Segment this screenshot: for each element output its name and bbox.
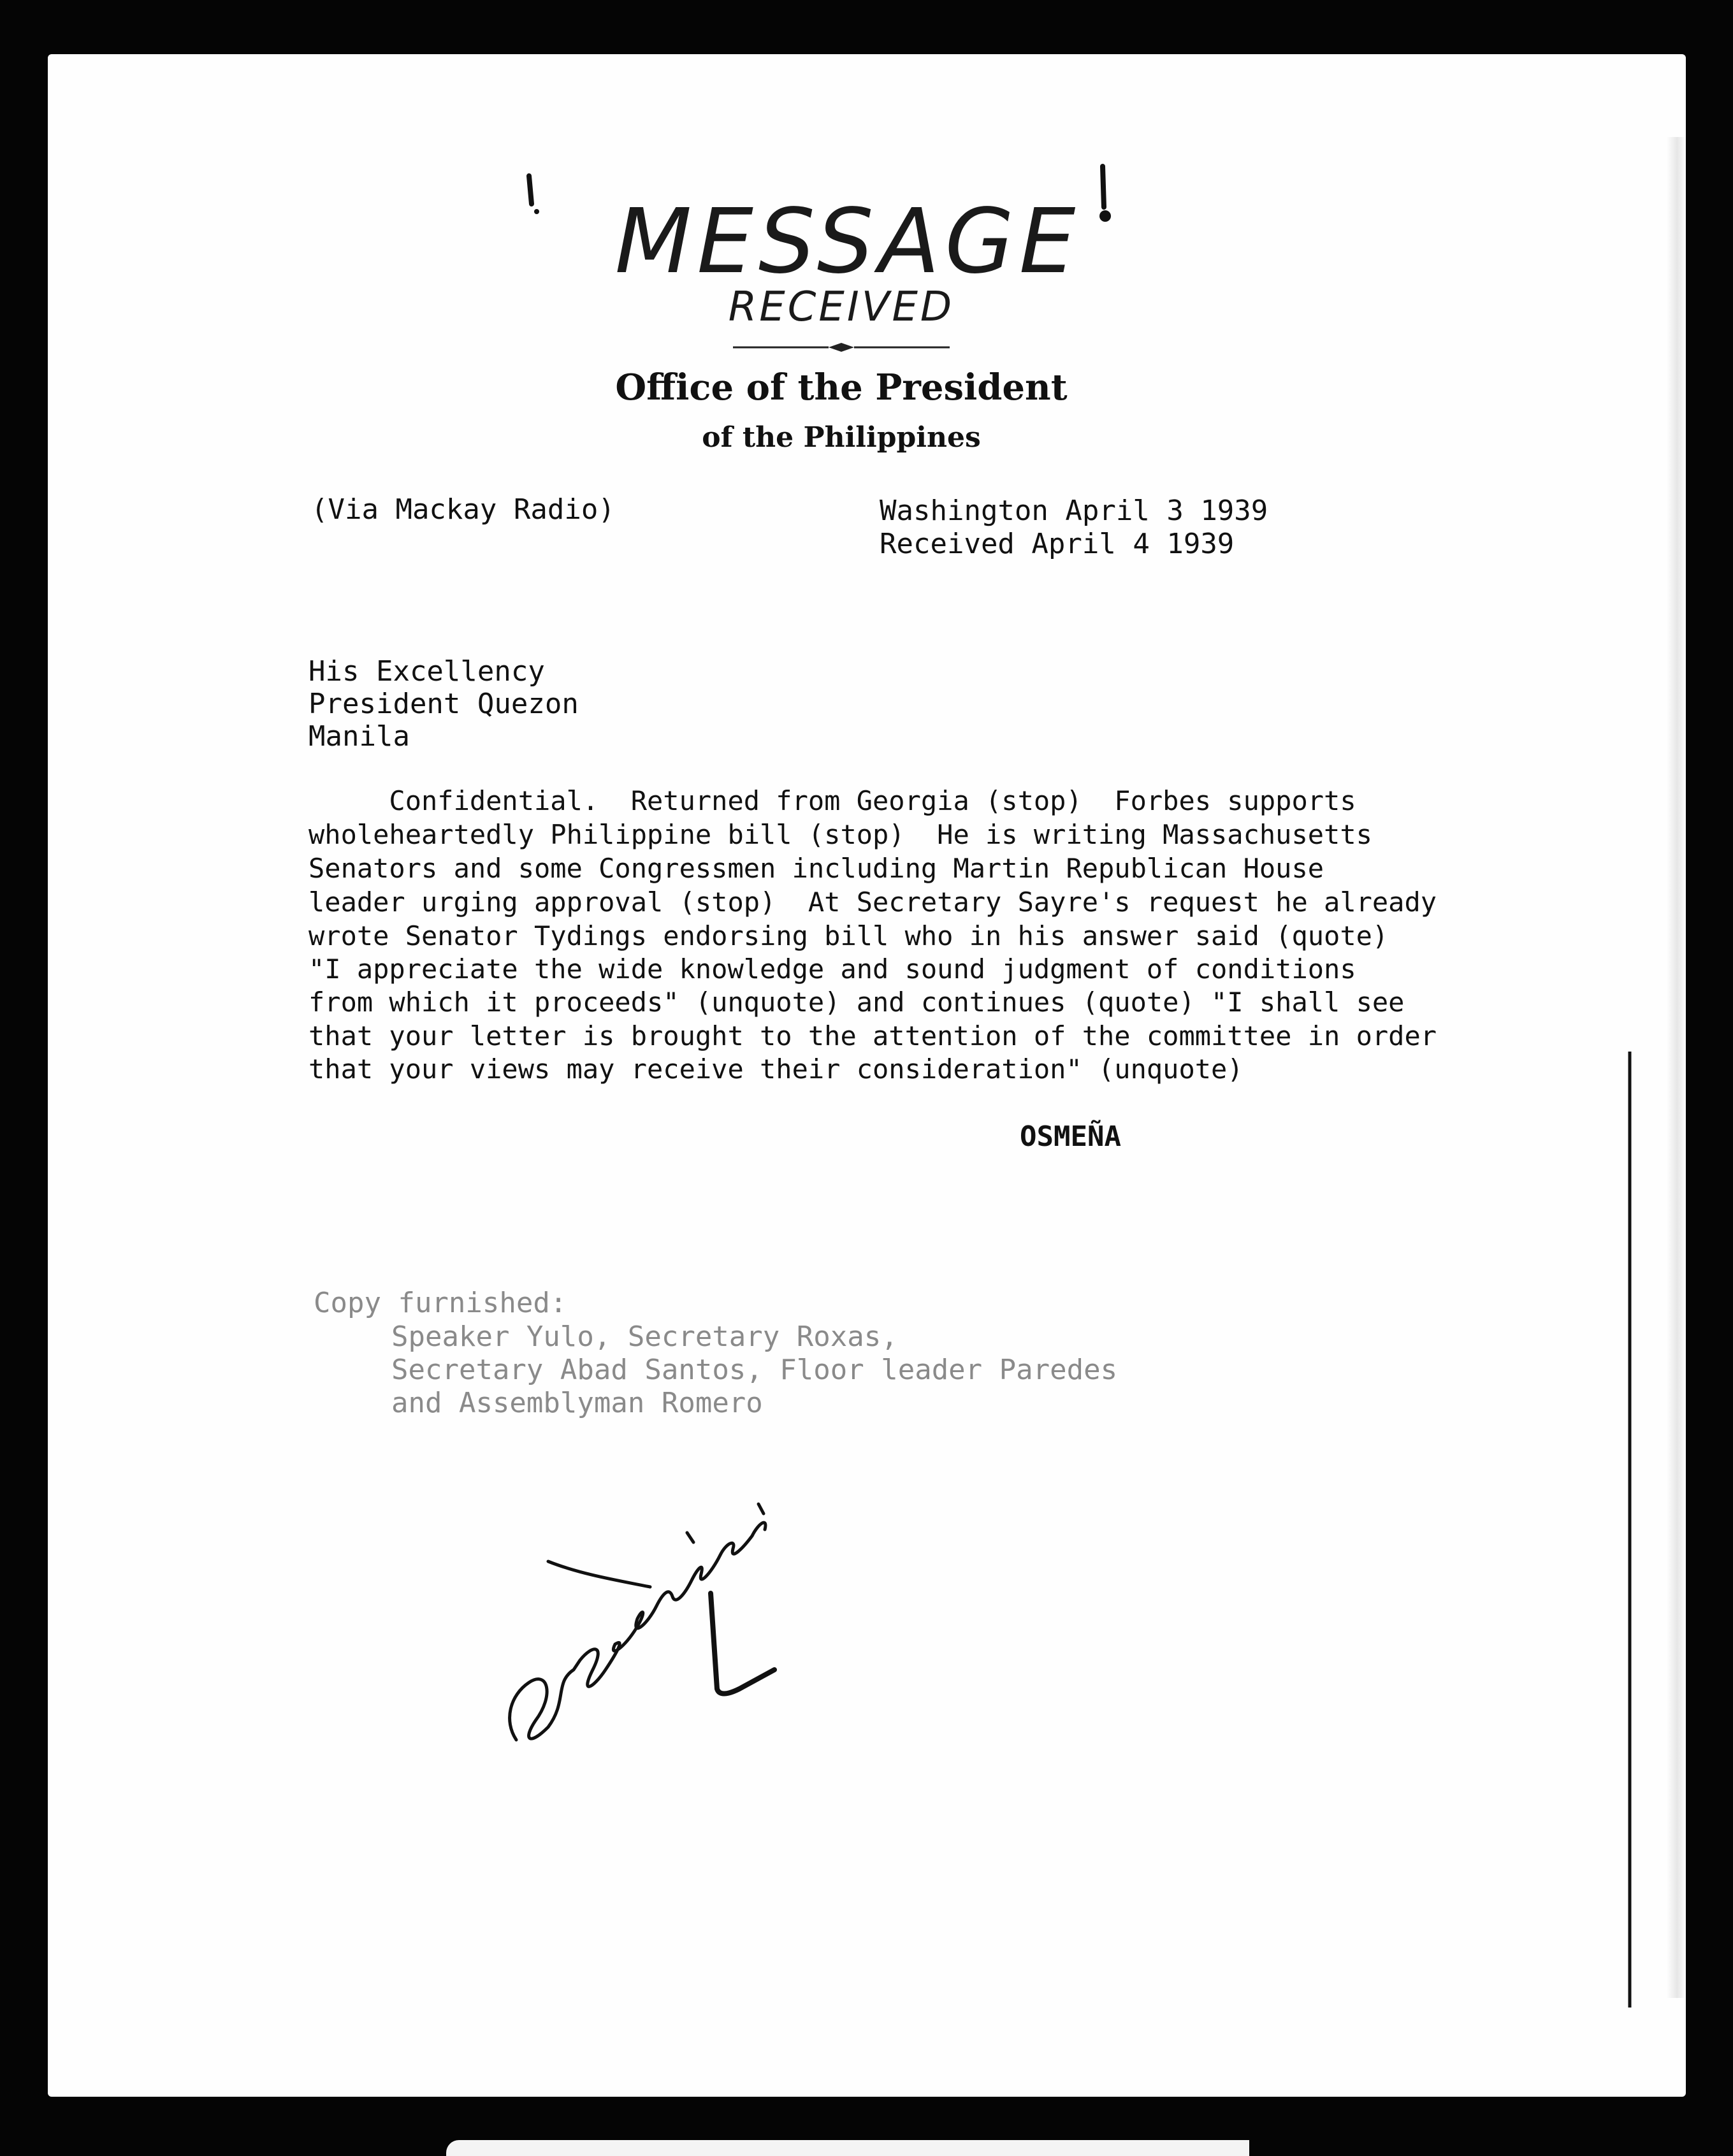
ornament-divider — [733, 341, 950, 354]
letterhead-subtitle: RECEIVED — [728, 284, 955, 331]
body-line: wrote Senator Tydings endorsing bill who in his answer said (quote) — [308, 920, 1389, 951]
handwritten-distribute-note — [484, 1479, 816, 1759]
body-line: that your letter is brought to the attention of the committee in order — [308, 1020, 1437, 1052]
copy-line-3: and Assemblyman Romero — [391, 1387, 763, 1419]
body-line: leader urging approval (stop) At Secretary Sayre's request he already — [308, 886, 1437, 918]
body-line: Senators and some Congressmen including Martin Republican House — [308, 853, 1324, 884]
letterhead-title: MESSAGE — [614, 190, 1081, 294]
sender-signature: OSMEÑA — [1020, 1120, 1121, 1153]
addressee-line-2: President Quezon — [308, 688, 579, 720]
body-line: wholeheartedly Philippine bill (stop) He is writing Massachusetts — [308, 819, 1372, 850]
punch-mark-left — [521, 172, 540, 217]
copy-line-1: Speaker Yulo, Secretary Roxas, — [391, 1320, 898, 1353]
addressee-line-3: Manila — [308, 720, 410, 753]
paper-edge-shadow — [1667, 137, 1686, 1998]
margin-line — [1625, 1052, 1634, 2008]
body-line: Confidential. Returned from Georgia (stop) Forbes supports — [308, 785, 1356, 816]
bottom-page-strip — [446, 2140, 1249, 2156]
copy-line-2: Secretary Abad Santos, Floor leader Paredes — [391, 1354, 1118, 1386]
sent-date: Washington April 3 1939 — [880, 495, 1268, 527]
office-country: of the Philippines — [702, 421, 981, 454]
body-line: that your views may receive their consideration" (unquote) — [308, 1053, 1244, 1085]
addressee-line-1: His Excellency — [308, 655, 545, 688]
body-line: "I appreciate the wide knowledge and sound judgment of conditions — [308, 953, 1356, 985]
received-date: Received April 4 1939 — [880, 528, 1235, 560]
copy-heading: Copy furnished: — [314, 1287, 567, 1319]
office-name: Office of the President — [615, 366, 1068, 409]
body-line: from which it proceeds" (unquote) and continues (quote) "I shall see — [308, 987, 1405, 1018]
transmission-method: (Via Mackay Radio) — [311, 493, 615, 526]
